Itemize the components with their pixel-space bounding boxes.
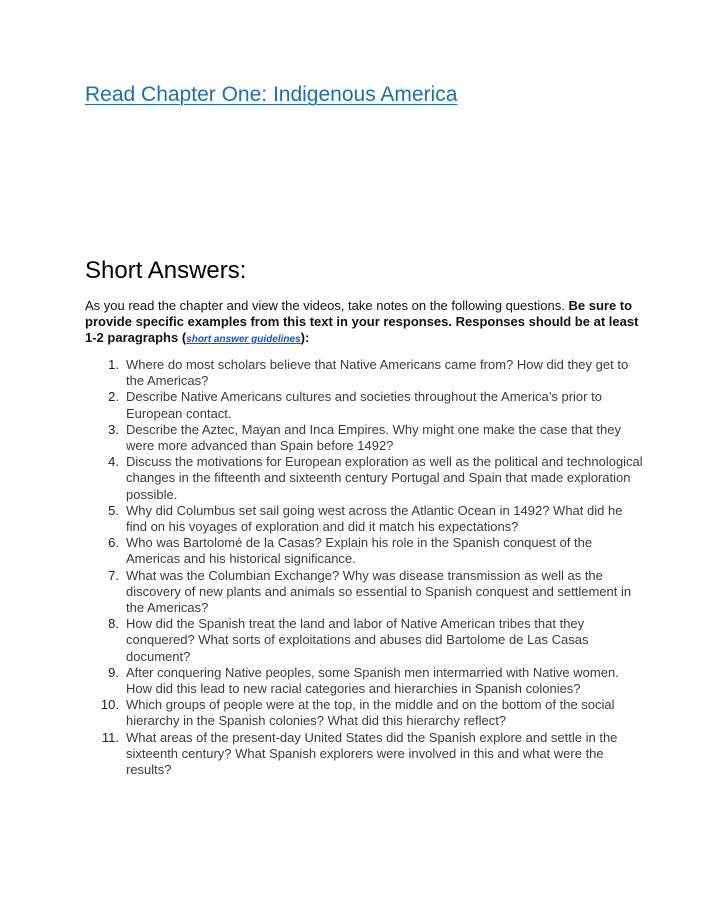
questions-list	[85, 357, 645, 778]
instructions-colon: :	[304, 330, 310, 345]
question-text: Where do most scholars believe that Native Americans came from? How did they get to the Americas?	[126, 357, 629, 389]
question-number: 1.	[108, 357, 119, 372]
question-text: Which groups of people were at the top, in the middle and on the bottom of the social hierarchy in the Spanish colonies? What did this hierarchy reflect?	[126, 697, 615, 729]
question-item	[85, 357, 645, 389]
instructions-bold-sentence: Be sure to provide specific examples from this text in your responses. Responses should be at least 1-2 paragraphs (	[85, 298, 639, 345]
question-number: 7.	[108, 567, 119, 583]
instructions-plain-text: As you read the chapter and view the videos, take notes on the following questions.	[85, 298, 569, 313]
question-item	[85, 697, 645, 729]
question-item	[85, 422, 645, 454]
question-item	[85, 665, 645, 697]
question-number: 5.	[108, 502, 119, 518]
question-number: 11.	[101, 729, 119, 745]
question-text: Why did Columbus set sail going west across the Atlantic Ocean in 1492? What did he find on his voyages of exploration and did it match his expectations?	[126, 502, 623, 535]
question-text: Describe Native Americans cultures and societies throughout the America’s prior to European contact.	[126, 389, 602, 421]
question-text: What was the Columbian Exchange? Why was disease transmission as well as the discovery of new plants and animals so essential to Spanish conquest and settlement in the Americas?	[126, 567, 632, 616]
instructions-paragraph	[85, 298, 645, 348]
question-number: 9.	[108, 664, 119, 680]
question-number: 6.	[108, 535, 119, 551]
question-text: After conquering Native peoples, some Spanish men intermarried with Native women. How did this lead to new racial categories and hierarchies in Spanish colonies?	[126, 664, 619, 697]
question-item	[85, 730, 645, 779]
question-text: What areas of the present-day United States did the Spanish explore and settle in the sixteenth century? What Spanish explorers were involved in this and what were the results?	[126, 729, 618, 778]
question-text: How did the Spanish treat the land and labor of Native American tribes that they conquered? What sorts of exploitations and abuses did Bartolome de Las Casas document?	[126, 616, 589, 664]
question-number: 8.	[108, 616, 119, 632]
question-item	[85, 616, 645, 665]
question-item	[85, 535, 645, 567]
question-number: 4.	[108, 454, 119, 470]
question-text: Discuss the motivations for European exploration as well as the political and technological changes in the fifteenth and sixteenth century Portugal and Spain that made exploration possible.	[126, 454, 643, 502]
question-item	[85, 568, 645, 617]
question-text: Who was Bartolomé de la Casas? Explain his role in the Spanish conquest of the Americas and his historical significance.	[126, 535, 593, 567]
chapter-title-link[interactable]: Read Chapter One: Indigenous America	[85, 83, 458, 106]
short-answer-guidelines-link[interactable]: short answer guidelines	[186, 334, 301, 345]
question-text: Describe the Aztec, Mayan and Inca Empires. Why might one make the case that they were more advanced than Spain before 1492?	[126, 421, 621, 454]
question-number: 10.	[100, 697, 119, 713]
question-number: 2.	[108, 389, 119, 405]
question-item	[85, 503, 645, 535]
question-item	[85, 389, 645, 421]
section-heading: Short Answers:	[85, 257, 247, 284]
question-number: 3.	[108, 421, 119, 437]
question-item	[85, 454, 645, 503]
instructions-close-paren: )	[300, 330, 305, 345]
